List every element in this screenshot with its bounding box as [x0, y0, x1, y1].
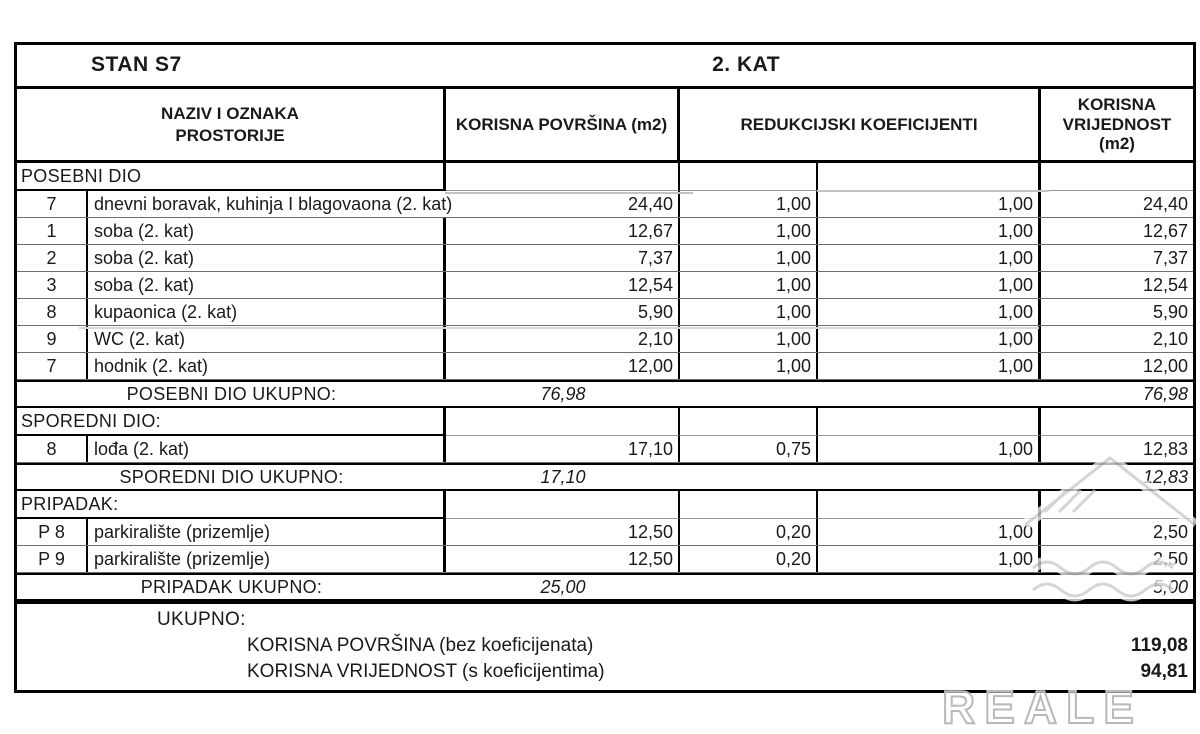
- table-row: [17, 353, 1193, 380]
- table-section: [17, 163, 1193, 408]
- room-id-cell: 7: [17, 353, 88, 379]
- section-total-area: 17,10: [540, 467, 586, 487]
- section-total-label: POSEBNI DIO UKUPNO:: [126, 384, 337, 404]
- room-name-cell: [88, 353, 446, 379]
- room-name-cell: [88, 519, 446, 545]
- column-header-usable-value: KORISNA VRIJEDNOST (m2): [1062, 95, 1172, 154]
- area-cell: 12,50: [446, 519, 680, 545]
- coefficient-1-cell: 1,00: [680, 218, 818, 244]
- value-cell: 2,50: [1152, 549, 1188, 569]
- table-section: [17, 408, 1193, 491]
- empty-cell: [1041, 491, 1193, 519]
- section-total-area: 25,00: [540, 577, 586, 597]
- room-name-cell: [88, 272, 446, 298]
- area-cell: 2,10: [446, 326, 680, 352]
- section-total-value: 76,98: [1142, 384, 1188, 404]
- empty-cell: [818, 163, 1041, 191]
- coefficient-1-cell: 1,00: [680, 353, 818, 379]
- room-id-cell: 8: [17, 436, 88, 462]
- area-cell: 12,50: [446, 546, 680, 572]
- room-name-text: soba (2. kat): [94, 248, 195, 268]
- section-header-row: [17, 408, 1193, 436]
- room-name-cell: [88, 191, 453, 217]
- coefficient-1-cell: 1,00: [680, 272, 818, 298]
- empty-cell: [818, 408, 1041, 436]
- section-header-label: POSEBNI DIO: [17, 163, 446, 191]
- section-total-label: PRIPADAK UKUPNO:: [140, 577, 323, 597]
- section-total-row: [17, 463, 1193, 491]
- value-cell: 5,90: [1152, 302, 1188, 322]
- floor-label: 2. KAT: [712, 53, 781, 76]
- value-cell: 12,83: [1142, 439, 1188, 459]
- coefficient-1-cell: 1,00: [680, 245, 818, 271]
- summary-line-value: [17, 659, 1193, 685]
- column-headers: [17, 89, 1193, 163]
- value-cell: 24,40: [1142, 194, 1188, 214]
- room-name-cell: [88, 546, 446, 572]
- value-cell: 12,54: [1142, 275, 1188, 295]
- coefficient-1-cell: 0,20: [680, 546, 818, 572]
- section-header-row: [17, 491, 1193, 519]
- room-name-text: parkiralište (prizemlje): [94, 549, 271, 569]
- empty-cell: [446, 491, 680, 519]
- empty-cell: [680, 408, 818, 436]
- room-name-cell: [88, 218, 446, 244]
- scan-artifact-line: [445, 192, 693, 194]
- coefficient-1-cell: 0,75: [680, 436, 818, 462]
- empty-cell: [1041, 163, 1193, 191]
- table-title-row: [17, 45, 1193, 89]
- coefficient-1-cell: 1,00: [680, 326, 818, 352]
- coefficient-2-cell: 1,00: [818, 272, 1041, 298]
- room-name-cell: [88, 436, 446, 462]
- empty-cell: [446, 163, 680, 191]
- room-name-text: soba (2. kat): [94, 275, 195, 295]
- area-cell: 17,10: [446, 436, 680, 462]
- table-body: [17, 163, 1193, 601]
- summary-line-area: [17, 633, 1193, 659]
- value-cell: 2,50: [1152, 522, 1188, 542]
- coefficient-2-cell: 1,00: [818, 326, 1041, 352]
- table-row: [17, 436, 1193, 463]
- scan-artifact-line: [79, 327, 1039, 329]
- section-total-row: [17, 380, 1193, 408]
- section-header-row: [17, 163, 1193, 191]
- empty-cell: [680, 163, 818, 191]
- section-total-label: SPOREDNI DIO UKUPNO:: [119, 467, 344, 487]
- summary-area-label: KORISNA POVRŠINA (bez koeficijenata): [247, 635, 594, 656]
- coefficient-2-cell: 1,00: [818, 299, 1041, 325]
- coefficient-1-cell: 0,20: [680, 519, 818, 545]
- scan-artifact-line: [817, 190, 1049, 192]
- coefficient-1-cell: 1,00: [680, 191, 818, 217]
- table-row: [17, 191, 1193, 218]
- room-id-cell: P 8: [17, 519, 88, 545]
- section-total-value: 12,83: [1142, 467, 1188, 487]
- room-id-cell: 2: [17, 245, 88, 271]
- summary-value-label: KORISNA VRIJEDNOST (s koeficijentima): [247, 661, 605, 682]
- room-id-cell: 9: [17, 326, 88, 352]
- area-cell: 12,54: [446, 272, 680, 298]
- area-cell: 12,67: [446, 218, 680, 244]
- area-cell: 7,37: [446, 245, 680, 271]
- area-cell: 12,00: [446, 353, 680, 379]
- spacer: [680, 465, 1041, 489]
- table-row: [17, 218, 1193, 245]
- table-row: [17, 245, 1193, 272]
- section-total-value: 5,00: [1152, 577, 1188, 597]
- coefficient-1-cell: 1,00: [680, 299, 818, 325]
- empty-cell: [680, 491, 818, 519]
- summary-title: UKUPNO:: [157, 609, 246, 630]
- empty-cell: [446, 408, 680, 436]
- coefficient-2-cell: 1,00: [818, 353, 1041, 379]
- table-row: [17, 546, 1193, 573]
- summary-area-value: 119,08: [1130, 635, 1188, 656]
- room-name-text: dnevni boravak, kuhinja I blagovaona (2. kat): [94, 191, 458, 217]
- coefficient-2-cell: 1,00: [818, 245, 1041, 271]
- area-cell: 5,90: [446, 299, 680, 325]
- empty-cell: [1041, 408, 1193, 436]
- room-id-cell: 3: [17, 272, 88, 298]
- room-id-cell: P 9: [17, 546, 88, 572]
- column-header-reduction-coefficients: REDUKCIJSKI KOEFICIJENTI: [680, 89, 1041, 160]
- room-name-text: lođa (2. kat): [94, 439, 190, 459]
- value-cell: 12,67: [1142, 221, 1188, 241]
- value-cell: 2,10: [1152, 329, 1188, 349]
- spacer: [680, 382, 1041, 406]
- table-row: [17, 326, 1193, 353]
- column-header-room-name: NAZIV I OZNAKA PROSTORIJE: [17, 89, 446, 160]
- section-header-label: SPOREDNI DIO:: [17, 408, 446, 436]
- spacer: [680, 575, 1041, 599]
- value-cell: 7,37: [1152, 248, 1188, 268]
- summary-value-value: 94,81: [1140, 661, 1188, 682]
- room-name-text: kupaonica (2. kat): [94, 302, 238, 322]
- table-section: [17, 491, 1193, 601]
- section-total-area: 76,98: [540, 384, 586, 404]
- coefficient-2-cell: 1,00: [818, 436, 1041, 462]
- room-id-cell: 1: [17, 218, 88, 244]
- apartment-label: STAN S7: [91, 53, 182, 76]
- coefficient-2-cell: 1,00: [818, 519, 1041, 545]
- table-row: [17, 519, 1193, 546]
- room-id-cell: 7: [17, 191, 88, 217]
- room-name-text: soba (2. kat): [94, 221, 195, 241]
- area-cell: 24,40: [446, 191, 680, 217]
- table-row: [17, 272, 1193, 299]
- room-name-text: parkiralište (prizemlje): [94, 522, 271, 542]
- room-name-text: hodnik (2. kat): [94, 356, 209, 376]
- section-total-row: [17, 573, 1193, 601]
- coefficient-2-cell: 1,00: [818, 546, 1041, 572]
- value-cell: 12,00: [1142, 356, 1188, 376]
- area-calculation-table: [14, 42, 1196, 693]
- coefficient-2-cell: 1,00: [818, 191, 1041, 217]
- room-name-text: WC (2. kat): [94, 329, 186, 349]
- coefficient-2-cell: 1,00: [818, 218, 1041, 244]
- section-header-label: PRIPADAK:: [17, 491, 446, 519]
- room-name-cell: [88, 326, 446, 352]
- room-name-cell: [88, 299, 446, 325]
- watermark-text: REALE: [942, 681, 1143, 733]
- table-row: [17, 299, 1193, 326]
- empty-cell: [818, 491, 1041, 519]
- column-header-usable-area: KORISNA POVRŠINA (m2): [446, 89, 680, 160]
- room-name-cell: [88, 245, 446, 271]
- summary-block: [17, 601, 1193, 690]
- room-id-cell: 8: [17, 299, 88, 325]
